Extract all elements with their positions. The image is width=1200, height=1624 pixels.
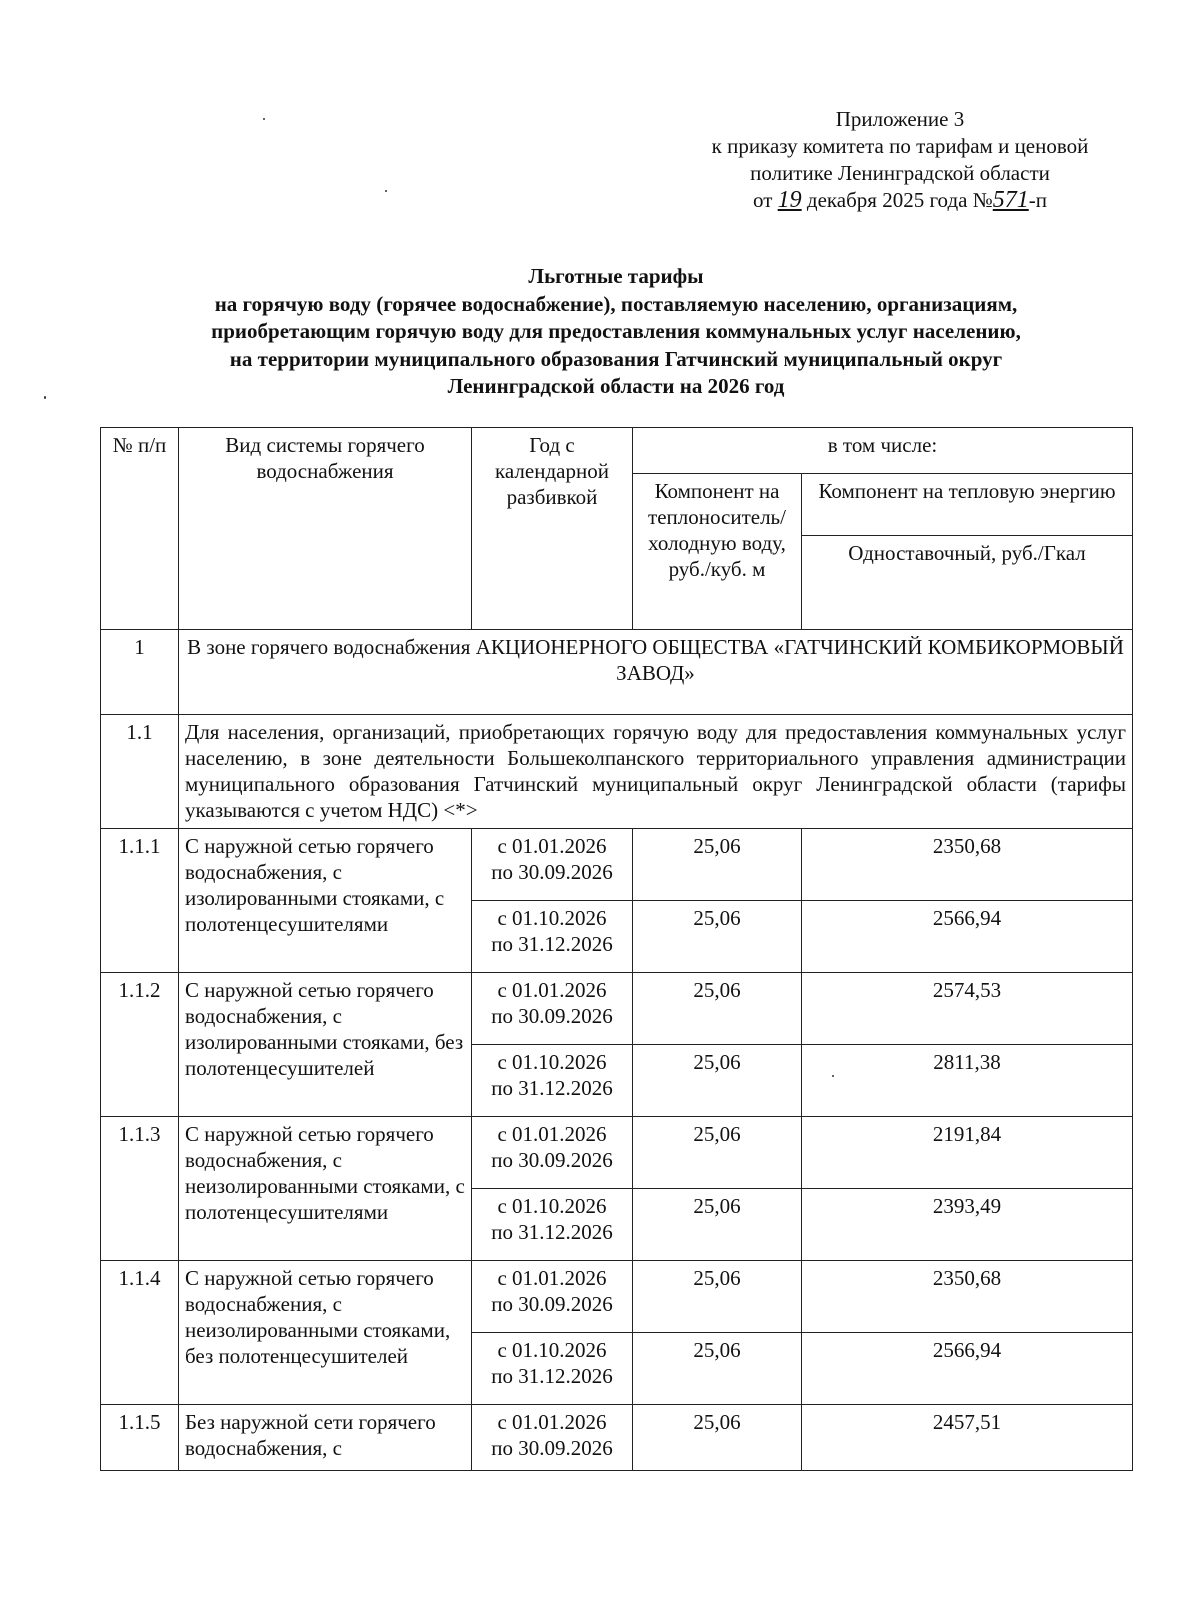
heat-value: 2191,84: [802, 1117, 1133, 1189]
table-row: [101, 973, 1133, 1045]
row-number: 1.1.2: [101, 973, 179, 1117]
header-including: в том числе:: [633, 428, 1133, 474]
heat-value: 2566,94: [802, 1333, 1133, 1405]
subsection-number: 1.1: [101, 715, 179, 829]
period-from: с 01.10.2026: [497, 1338, 607, 1362]
scan-speck: [263, 118, 265, 120]
table-row: [101, 1405, 1133, 1471]
heat-value: 2811,38: [802, 1045, 1133, 1117]
coolant-value: 25,06: [633, 1189, 802, 1261]
row-description: С наружной сетью горячего водоснабжения, с изолированными стояками, с полотенцесушителями: [179, 829, 472, 973]
appendix-title: Приложение 3: [835, 107, 965, 131]
title-line-4: на территории муниципального образования Гатчинский муниципальный округ: [229, 346, 1003, 371]
scan-speck: [832, 1075, 834, 1077]
period-cell: [472, 1333, 633, 1405]
header-coolant: Компонент на теплоноситель/ холодную воду, руб./куб. м: [633, 474, 802, 630]
row-number: 1.1.3: [101, 1117, 179, 1261]
period-from: с 01.01.2026: [497, 1266, 607, 1290]
period-to: по 31.12.2026: [491, 1364, 613, 1388]
handwritten-day: 19: [777, 187, 802, 213]
table-row: [101, 1117, 1133, 1189]
period-to: по 31.12.2026: [491, 1076, 613, 1100]
scan-speck: [44, 396, 46, 399]
coolant-value: 25,06: [633, 1333, 802, 1405]
heat-value: 2393,49: [802, 1189, 1133, 1261]
section-title: В зоне горячего водоснабжения АКЦИОНЕРНОГО ОБЩЕСТВА «ГАТЧИНСКИЙ КОМБИКОРМОВЫЙ ЗАВОД»: [179, 630, 1133, 715]
appendix-date-line: [690, 187, 1110, 214]
row-description: С наружной сетью горячего водоснабжения, с изолированными стояками, без полотенцесушителей: [179, 973, 472, 1117]
period-cell: [472, 1045, 633, 1117]
period-from: с 01.01.2026: [497, 834, 607, 858]
tariffs-table: [100, 427, 1133, 1471]
header-type: Вид системы горячего водоснабжения: [179, 428, 472, 630]
table-row: [101, 1261, 1133, 1333]
period-cell: [472, 829, 633, 901]
coolant-value: 25,06: [633, 901, 802, 973]
date-prefix: от: [753, 188, 773, 212]
title-line-1: Льготные тарифы: [528, 264, 704, 288]
row-description: С наружной сетью горячего водоснабжения, с неизолированными стояками, без полотенцесушителей: [179, 1261, 472, 1405]
period-cell: [472, 1261, 633, 1333]
period-cell: [472, 973, 633, 1045]
period-to: по 30.09.2026: [491, 1436, 613, 1460]
appendix-committee-line: политике Ленинградской области: [750, 161, 1050, 185]
heat-value: 2566,94: [802, 901, 1133, 973]
section-number: 1: [101, 630, 179, 715]
heat-value: 2457,51: [802, 1405, 1133, 1471]
period-from: с 01.10.2026: [497, 1194, 607, 1218]
header-year: Год с календарной разбивкой: [472, 428, 633, 630]
header-num: № п/п: [101, 428, 179, 630]
heat-value: 2574,53: [802, 973, 1133, 1045]
row-description: Без наружной сети горячего водоснабжения, с: [179, 1405, 472, 1471]
title-line-2: на горячую воду (горячее водоснабжение), поставляемую населению, организациям,: [214, 291, 1018, 316]
heat-value: 2350,68: [802, 1261, 1133, 1333]
coolant-value: 25,06: [633, 973, 802, 1045]
header-heat: Компонент на тепловую энергию: [802, 474, 1133, 536]
period-to: по 30.09.2026: [491, 1148, 613, 1172]
period-from: с 01.10.2026: [497, 1050, 607, 1074]
scan-speck: [385, 190, 387, 192]
date-suffix: -п: [1028, 188, 1047, 212]
header-heat-unit: Одноставочный, руб./Гкал: [802, 536, 1133, 630]
coolant-value: 25,06: [633, 1045, 802, 1117]
period-to: по 30.09.2026: [491, 860, 613, 884]
row-description: С наружной сетью горячего водоснабжения, с неизолированными стояками, с полотенцесушителями: [179, 1117, 472, 1261]
period-from: с 01.01.2026: [497, 1410, 607, 1434]
coolant-value: 25,06: [633, 829, 802, 901]
title-line-5: Ленинградской области на 2026 год: [447, 374, 785, 398]
period-cell: [472, 1405, 633, 1471]
period-cell: [472, 1117, 633, 1189]
period-to: по 31.12.2026: [491, 932, 613, 956]
document-title: [100, 263, 1132, 401]
period-to: по 30.09.2026: [491, 1292, 613, 1316]
period-to: по 31.12.2026: [491, 1220, 613, 1244]
title-line-3: приобретающим горячую воду для предоставления коммунальных услуг населению,: [211, 319, 1021, 343]
appendix-order-line: к приказу комитета по тарифам и ценовой: [711, 134, 1089, 158]
period-cell: [472, 901, 633, 973]
row-number: 1.1.5: [101, 1405, 179, 1471]
period-to: по 30.09.2026: [491, 1004, 613, 1028]
appendix-header: [690, 106, 1110, 214]
subsection-text: Для населения, организаций, приобретающих горячую воду для предоставления коммунальных услуг населению, в зоне деятельности Большеколпанского территориального управления администрации муниципального образования Гатчинский муниципальный округ Ленинградской области (тарифы указываются с учетом НДС) <*>: [179, 715, 1133, 829]
row-number: 1.1.1: [101, 829, 179, 973]
period-cell: [472, 1189, 633, 1261]
table-row: [101, 829, 1133, 901]
coolant-value: 25,06: [633, 1261, 802, 1333]
period-from: с 01.01.2026: [497, 1122, 607, 1146]
coolant-value: 25,06: [633, 1117, 802, 1189]
handwritten-number: 571: [992, 187, 1029, 213]
heat-value: 2350,68: [802, 829, 1133, 901]
period-from: с 01.01.2026: [497, 978, 607, 1002]
date-middle: декабря 2025 года №: [806, 188, 993, 212]
row-number: 1.1.4: [101, 1261, 179, 1405]
period-from: с 01.10.2026: [497, 906, 607, 930]
coolant-value: 25,06: [633, 1405, 802, 1471]
